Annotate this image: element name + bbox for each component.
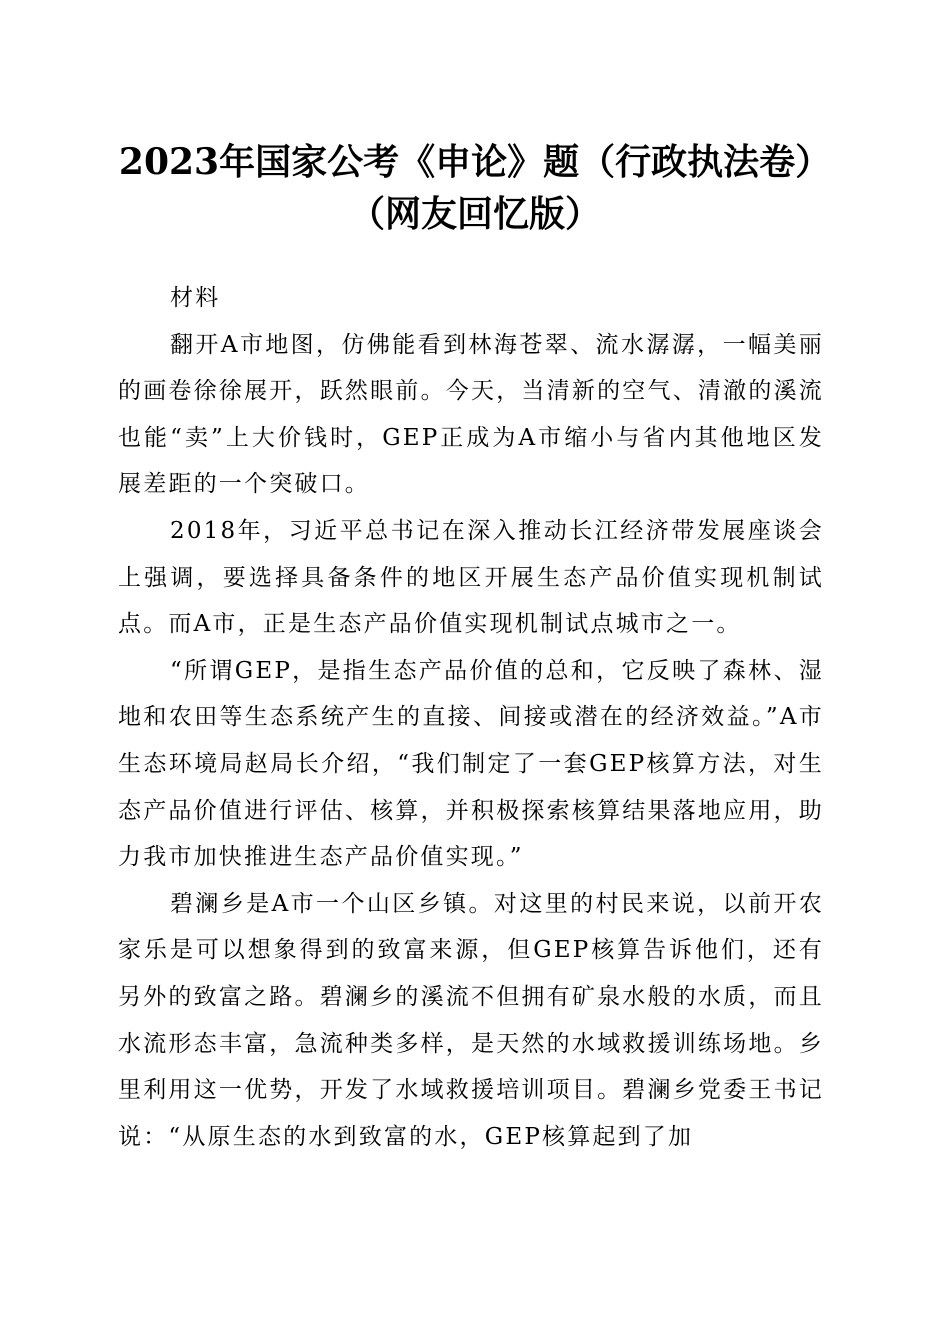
title-line-1: 2023年国家公考《申论》题（行政执法卷） (118, 141, 832, 183)
paragraph: 2018年，习近平总书记在深入推动长江经济带发展座谈会上强调，要选择具备条件的地区开展生态产品价值实现机制试点。而A市，正是生态产品价值实现机制试点城市之一。 (118, 517, 824, 638)
title-line-2: （网友回忆版） (348, 193, 601, 235)
document-title (118, 136, 832, 240)
section-label: 材料 (170, 285, 221, 311)
paragraph: “所谓GEP，是指生态产品价值的总和，它反映了森林、湿地和农田等生态系统产生的直接、间接或潜在的经济效益。”A市生态环境局赵局长介绍，“我们制定了一套GEP核算方法，对生态产品价值进行评估、核算，并积极探索核算结果落地应用，助力我市加快推进生态产品价值实现。” (118, 657, 824, 871)
document-body (118, 275, 824, 1160)
paragraph: 碧澜乡是A市一个山区乡镇。对这里的村民来说，以前开农家乐是可以想象得到的致富来源，但GEP核算告诉他们，还有另外的致富之路。碧澜乡的溪流不但拥有矿泉水般的水质，而且水流形态丰富，急流种类多样，是天然的水域救援训练场地。乡里利用这一优势，开发了水域救援培训项目。碧澜乡党委王书记说：“从原生态的水到致富的水，GEP核算起到了加 (118, 890, 824, 1150)
paragraph: 翻开A市地图，仿佛能看到林海苍翠、流水潺潺，一幅美丽的画卷徐徐展开，跃然眼前。今天，当清新的空气、清澈的溪流也能“卖”上大价钱时，GEP正成为A市缩小与省内其他地区发展差距的一个突破口。 (118, 331, 824, 498)
